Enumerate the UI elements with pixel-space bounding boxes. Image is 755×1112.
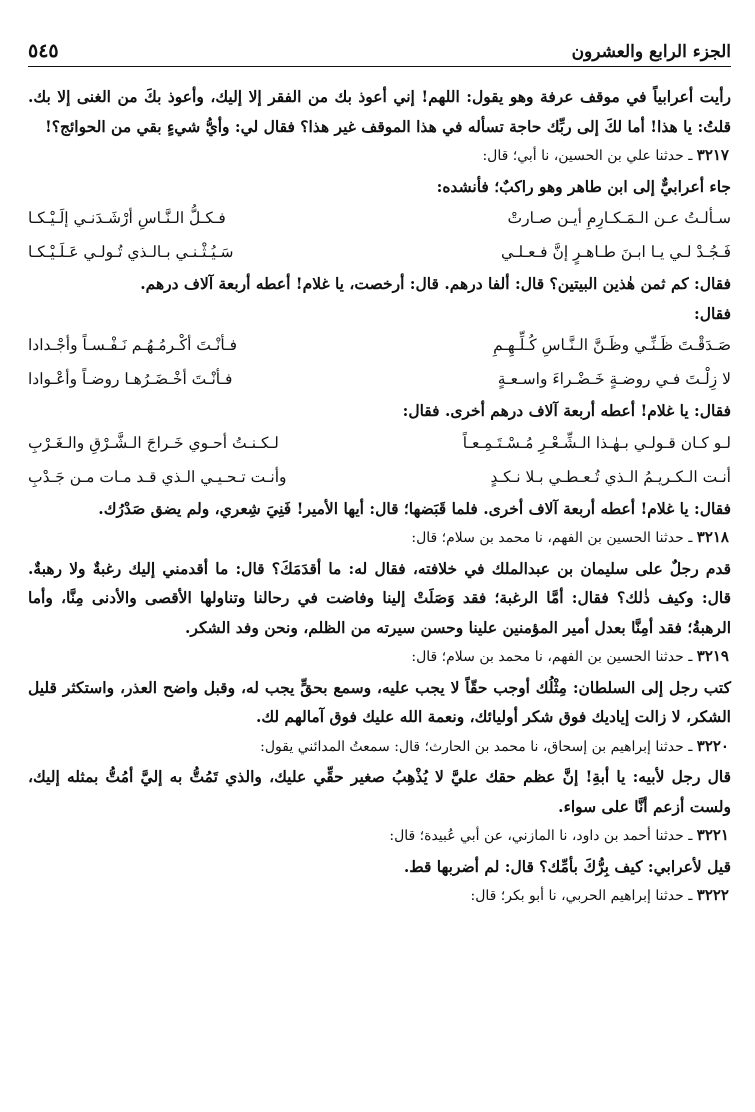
- report-number: ٣٢١٩: [696, 647, 729, 665]
- poem-verse: [28, 460, 731, 494]
- hadith-chain: [28, 881, 731, 912]
- chain-text: ـ حدثنا الحسين بن الفهم، نا محمد بن سلام؛ قال:: [411, 530, 693, 546]
- verse-first-hemistich: صَـدَقْـتَ ظَـنِّـي وظَـنَّ الـنَّـاسِ كُـلِّـهِـمِ: [493, 336, 731, 354]
- report-number: ٣٢١٨: [696, 528, 729, 546]
- hadith-chain: [28, 523, 731, 554]
- paragraph: رأيت أعرابياً في موقف عرفة وهو يقول: اللهم! إني أعوذ بك من الفقر إلا إليك، وأعوذ بكَ من الغنى إلا بك. قلتُ: يا هذا! أما لكَ إلى ربِّك حاجة تسأله في هذا الموقف غير هذا؟ فقال لي: وأيُّ شيءٍ بقي من الحوائج؟!: [28, 87, 731, 136]
- paragraph: فقال: يا غلام! أعطه أربعة آلاف درهم أخرى. فقال:: [402, 401, 731, 420]
- hadith-chain: [28, 732, 731, 763]
- report-number: ٣٢٢٠: [696, 736, 729, 755]
- header-rule: [28, 66, 731, 67]
- verse-first-hemistich: سـألـتُ عـن الـمَـكـارِمِ أيـن صـارتْ: [507, 209, 731, 227]
- verse-second-hemistich: فـكـلُّ الـنَّـاسِ أرْشَـدَنـي إلَـيْـكـا: [28, 209, 226, 227]
- paragraph: قدم رجلٌ على سليمان بن عبدالملك في خلافته، فقال له: ما أقدَمَكَ؟ قال: ما أقدمني إليك رغبةٌ ولا رهبةٌ. قال: وكيف ذٰلك؟ فقال: أمَّا الرغبة؛ فقد وَصَلَتْ إلينا وفاضت في رحالنا وتناولها الأقصى والأدنى مِنَّا، وأما الرهبةُ؛ فقد أمِنَّا بعدل أمير المؤمنين علينا وحسن سيرته من الظلم، ونحن وفد الشكر.: [28, 558, 731, 637]
- running-title: الجزء الرابع والعشرون: [571, 42, 731, 62]
- verse-first-hemistich: لا زِلْـتَ فـي روضـةٍ خَـضْـراءَ واسـعـةٍ: [497, 370, 731, 388]
- report-number: ٣٢٢١: [696, 826, 729, 844]
- paragraph: جاء أعرابيٌّ إلى ابن طاهر وهو راكبٌ؛ فأنشده:: [436, 176, 731, 196]
- verse-first-hemistich: فَـجُـدْ لـي يـا ابـنَ طـاهـرٍ إنَّ فـعـلـي: [500, 243, 731, 261]
- verse-second-hemistich: وأنـت تـحـيـي الـذي قـد مـات مـن جَـدْبِ: [28, 467, 287, 486]
- verse-first-hemistich: أنـت الـكـريـمُ الـذي تُـعـطـي بـلا نـكـدٍ: [490, 467, 731, 486]
- verse-second-hemistich: فـأنْـتَ أكْـرمُـهُـم نَـفْـسـاً وأجْـدادا: [28, 336, 238, 354]
- chain-text: ـ حدثنا الحسين بن الفهم، نا محمد بن سلام؛ قال:: [411, 649, 693, 665]
- poem-verse: [28, 362, 731, 396]
- poem-verse: [28, 235, 731, 269]
- poem-verse: [28, 328, 731, 362]
- chain-text: ـ حدثنا إبراهيم بن إسحاق، نا محمد بن الحارث؛ قال: سمعتُ المدائني يقول:: [260, 738, 693, 755]
- verse-second-hemistich: فـأنْـتَ أخْـضَـرُهـا روضـاً وأعْـوادا: [28, 370, 233, 388]
- page-body: [28, 82, 731, 912]
- hadith-chain: [28, 642, 731, 673]
- paragraph: فقال:: [694, 303, 731, 323]
- chain-text: ـ حدثنا علي بن الحسين، نا أبي؛ قال:: [482, 148, 693, 164]
- page-header: [28, 34, 731, 62]
- paragraph: قال رجل لأبيه: يا أبةِ! إنَّ عظم حقك عليَّ لا يُذْهِبُ صغير حقِّي عليك، والذي تَمُتُّ به إليَّ أمُتُّ بمثله إليك، ولست أزعم أنَّا على سواء.: [28, 767, 731, 816]
- page-number: ٥٤٥: [28, 40, 59, 62]
- hadith-chain: [28, 821, 731, 852]
- verse-second-hemistich: لـكـنـتُ أحـوي خَـراجَ الـشَّـرْقِ والـغَـرْبِ: [28, 433, 279, 452]
- verse-first-hemistich: لـو كـان قـولـي بـهٰـذا الـشِّـعْـرِ مُـسْـتَـمِـعـاً: [462, 433, 731, 452]
- paragraph: فقال: يا غلام! أعطه أربعة آلاف أخرى. فلما قَبَضها؛ قال: أيها الأمير! فَنِيَ شِعري، ولم يضق صَدْرُك.: [98, 498, 731, 518]
- hadith-chain: [28, 141, 731, 172]
- paragraph: قيل لأعرابي: كيف بِرُّكَ بأمِّك؟ قال: لم أضربها قط.: [403, 856, 731, 876]
- paragraph: فقال: كم ثمن هٰذين البيتين؟ قال: ألفا درهم. قال: أرخصت، يا غلام! أعطه أربعة آلاف درهم.: [140, 274, 731, 293]
- chain-text: ـ حدثنا إبراهيم الحربي، نا أبو بكر؛ قال:: [470, 888, 693, 904]
- poem-verse: [28, 426, 731, 460]
- verse-second-hemistich: سَـيُـثْـنـي بـالـذي تُـولـي عَـلَـيْـكـا: [28, 243, 234, 261]
- chain-text: ـ حدثنا أحمد بن داود، نا المازني، عن أبي عُبيدة؛ قال:: [389, 828, 693, 844]
- poem-verse: [28, 201, 731, 235]
- paragraph: كتب رجل إلى السلطان: مِثْلُك أوجب حقّاً لا يجب عليه، وسمع بحقٍّ يجب له، وقبل واضح العذر، واستكثر قليل الشكر، لا زالت إياديك فوق شكر أوليائك، ونعمة الله عليك فوق آمالهم لك.: [28, 677, 731, 726]
- report-number: ٣٢٢٢: [696, 886, 729, 904]
- report-number: ٣٢١٧: [696, 146, 729, 164]
